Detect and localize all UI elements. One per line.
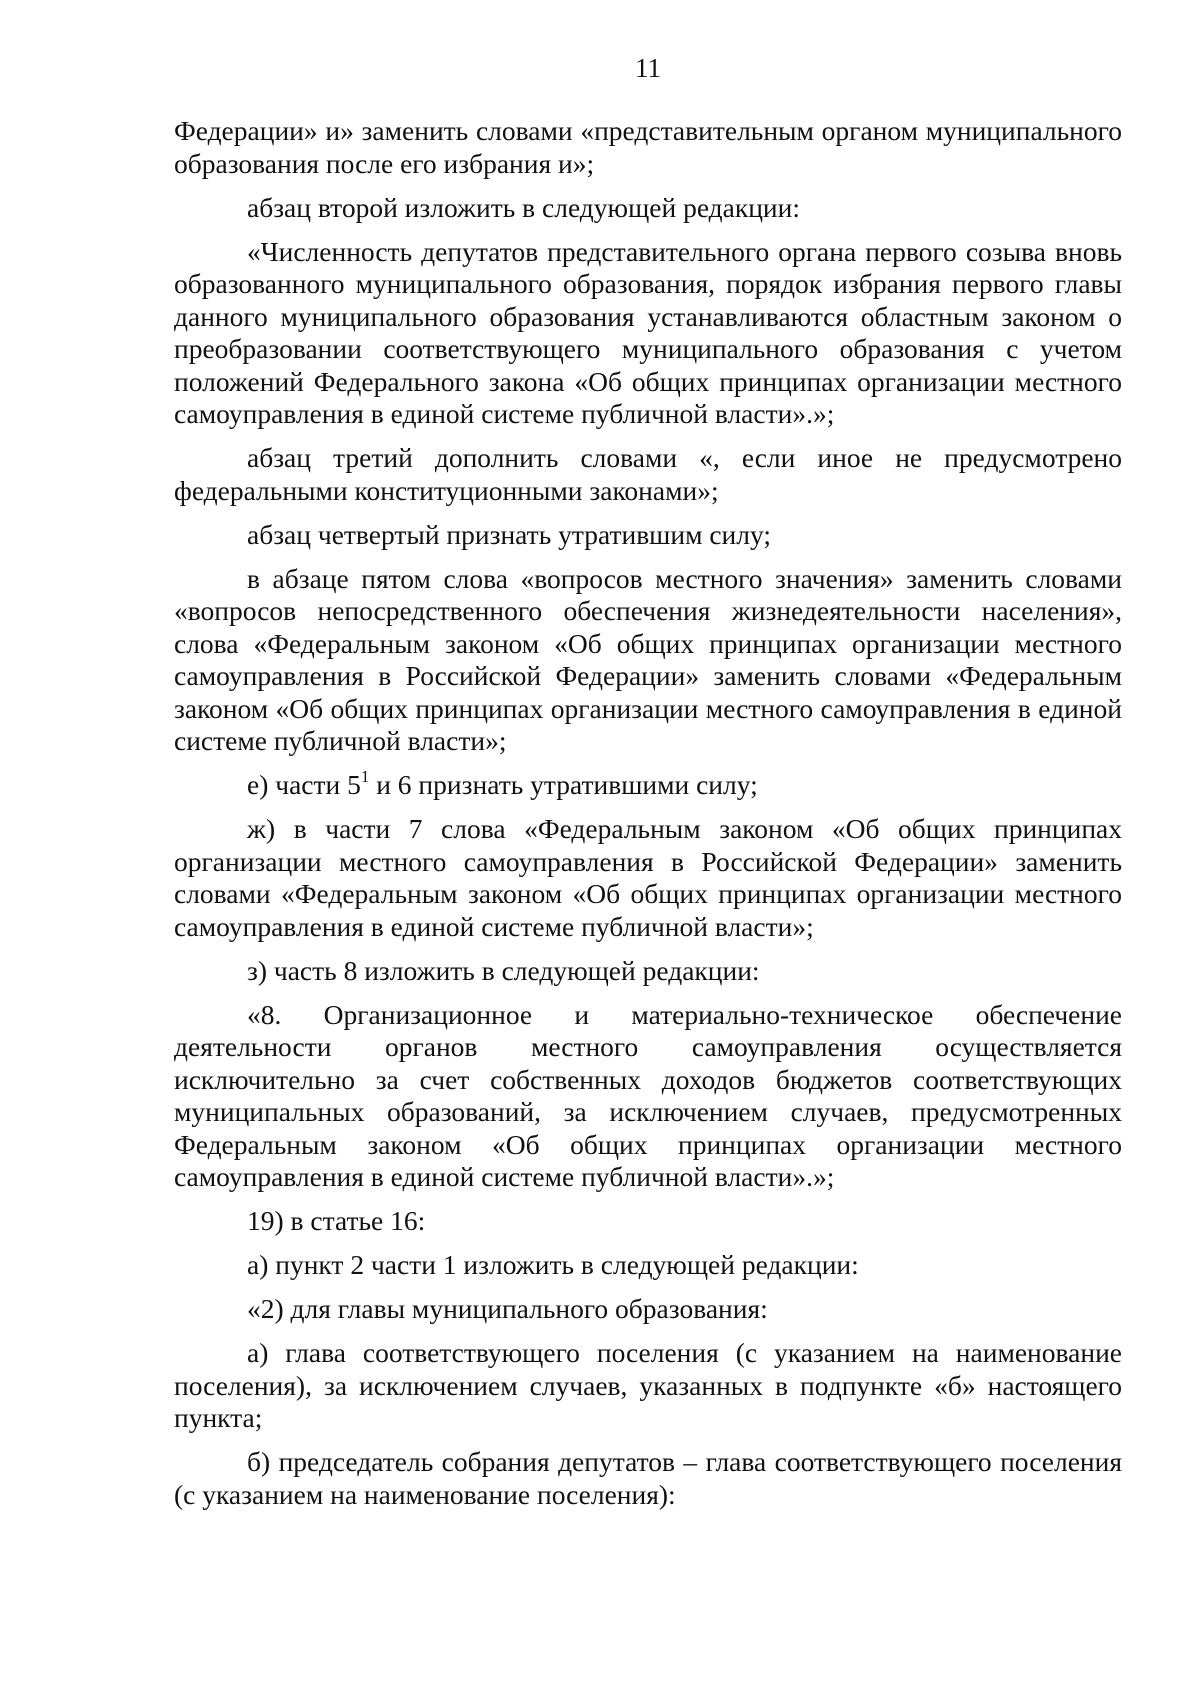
paragraph: абзац третий дополнить словами «, если иное не предусмотрено федеральными конституционными законами»; [174,442,1122,506]
text-before-superscript: е) части 5 [247,769,361,800]
paragraph-quote: «Численность депутатов представительного органа первого созыва вновь образованного муниципального образования, порядок избрания первого главы данного муниципального образования устанавливаются областным законом о преобразовании соответствующего муниципального образования с учетом положений Федерального закона «Об общих принципах организации местного самоуправления в единой системе публичной власти».»; [174,235,1122,429]
paragraph: в абзаце пятом слова «вопросов местного значения» заменить словами «вопросов непосредственного обеспечения жизнедеятельности населения», слова «Федеральным законом «Об общих принципах организации местного самоуправления в Российской Федерации» заменить словами «Федеральным законом «Об общих принципах организации местного самоуправления в единой системе публичной власти»; [174,562,1122,756]
paragraph: а) глава соответствующего поселения (с указанием на наименование поселения), за исключением случаев, указанных в подпункте «б» настоящего пункта; [174,1337,1122,1433]
paragraph-quote: «8. Организационное и материально-техническое обеспечение деятельности органов местного самоуправления осуществляется исключительно за счет собственных доходов бюджетов соответствующих муниципальных образований, за исключением случаев, предусмотренных Федеральным законом «Об общих принципах организации местного самоуправления в единой системе публичной власти».»; [174,998,1122,1192]
page-number: 11 [635,53,661,83]
paragraph: 19) в статье 16: [247,1205,426,1236]
superscript: 1 [360,766,370,786]
paragraph: «2) для главы муниципального образования: [247,1293,768,1324]
paragraph: абзац второй изложить в следующей редакции: [247,191,801,223]
paragraph: абзац четвертый признать утратившим силу; [247,518,772,550]
paragraph-continuation: Федерации» и» заменить словами «представительным органом муниципального образования после его избрания и»; [174,115,1122,179]
paragraph: з) часть 8 изложить в следующей редакции: [247,954,760,986]
document-body [174,115,1122,1523]
paragraph: б) председатель собрания депутатов – глава соответствующего поселения (с указанием на наименование поселения): [174,1446,1122,1510]
text-after-superscript: и 6 признать утратившими силу; [369,769,758,800]
paragraph: а) пункт 2 части 1 изложить в следующей редакции: [247,1249,859,1280]
paragraph-with-superscript [174,766,1122,802]
paragraph: ж) в части 7 слова «Федеральным законом «Об общих принципах организации местного самоуправления в Российской Федерации» заменить словами «Федеральным законом «Об общих принципах организации местного самоуправления в единой системе публичной власти»; [174,813,1122,942]
